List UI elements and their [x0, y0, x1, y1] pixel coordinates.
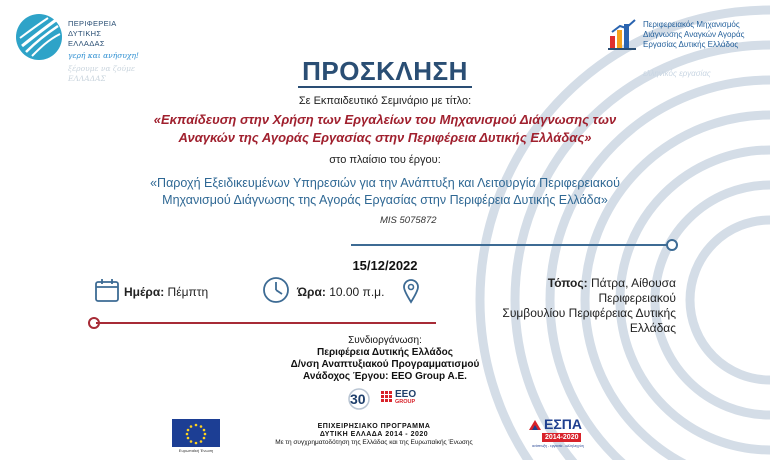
- seminar-intro: Σε Εκπαιδευτικό Σεμινάριο με τίτλο:: [298, 95, 472, 107]
- place-value-line1: Πάτρα, Αίθουσα Περιφερειακού: [587, 276, 676, 305]
- organizers-block: [0, 335, 770, 383]
- region-name-line2: ΔΥΤΙΚΗΣ: [68, 29, 102, 38]
- eeo-anniversary: 30: [350, 391, 366, 407]
- eu-flag-icon: [172, 419, 220, 447]
- project-title: [0, 175, 770, 209]
- seminar-title-line2: Αναγκών της Αγοράς Εργασίας στην Περιφέρεια Δυτικής Ελλάδας»: [178, 130, 592, 145]
- espa-years: 2014-2020: [542, 433, 581, 442]
- divider-blue-dot-icon: [665, 238, 679, 252]
- region-ghost-line: ΕΛΛΑΔΑΣ: [68, 74, 106, 83]
- espa-mark-icon: [528, 418, 542, 432]
- organizer-region: Περιφέρεια Δυτικής Ελλάδος: [317, 347, 453, 358]
- organizer-contractor: Ανάδοχος Έργου: EEO Group A.E.: [303, 371, 467, 382]
- mechanism-name-line2: Διάγνωσης Αναγκών Αγοράς: [643, 30, 745, 39]
- time-value: 10.00 π.μ.: [325, 285, 385, 299]
- day-label: Ημέρα:: [124, 285, 165, 299]
- location-pin-icon: [402, 278, 420, 304]
- espa-title: ΕΣΠΑ: [544, 416, 582, 432]
- espa-logo: [528, 416, 602, 452]
- calendar-icon: [94, 277, 120, 303]
- organizers-heading: Συνδιοργάνωση:: [348, 335, 422, 346]
- region-slogan: γερή και ανήσυχη!: [68, 51, 139, 60]
- mis-code: MIS 5075872: [380, 215, 437, 226]
- region-emblem-icon: [14, 12, 64, 62]
- place-label: Τόπος:: [547, 276, 588, 290]
- mechanism-emblem-icon: [608, 18, 638, 52]
- region-ghost-slogan: ξέρουμε να ζούμε: [68, 64, 135, 73]
- divider-blue: [351, 244, 671, 246]
- eu-logo: [172, 419, 220, 451]
- project-context: στο πλαίσιο του έργου:: [329, 154, 441, 166]
- program-line1: ΕΠΙΧΕΙΡΗΣΙΑΚΟ ΠΡΟΓΡΑΜΜΑ: [317, 423, 431, 430]
- program-line3: Με τη συγχρηματοδότηση της Ελλάδας και της Ευρωπαϊκής Ένωσης: [275, 439, 473, 446]
- event-day: [124, 285, 208, 299]
- day-value: Πέμπτη: [164, 285, 209, 299]
- event-time: [297, 285, 384, 299]
- project-title-line2: Μηχανισμού Διάγνωσης της Αγοράς Εργασίας στην Περιφέρεια Δυτικής Ελλάδα»: [162, 193, 608, 207]
- region-name-line1: ΠΕΡΙΦΕΡΕΙΑ: [68, 19, 117, 28]
- mechanism-ghost-text: ελληνικός εργασίας: [643, 69, 711, 78]
- seminar-title: [0, 111, 770, 147]
- espa-tagline: ανάπτυξη - εργασία - αλληλεγγύη: [532, 444, 584, 448]
- clock-icon: [262, 276, 290, 304]
- seminar-title-line1: «Εκπαίδευση στην Χρήση των Εργαλείων του Μηχανισμού Διάγνωσης των: [153, 112, 617, 127]
- event-place: [480, 276, 676, 336]
- divider-red: [96, 322, 436, 324]
- eu-caption: Ευρωπαϊκή Ένωση: [178, 448, 214, 453]
- region-name-line3: ΕΛΛΑΔΑΣ: [68, 39, 105, 48]
- organizer-directorate: Δ/νση Αναπτυξιακού Προγραμματισμού: [290, 359, 480, 370]
- eeo-group-logo: [345, 386, 435, 412]
- program-line2: ΔΥΤΙΚΗ ΕΛΛΑΔΑ 2014 - 2020: [319, 431, 429, 438]
- event-date: 15/12/2022: [352, 258, 418, 273]
- mechanism-name-line1: Περιφερειακός Μηχανισμός: [643, 20, 740, 29]
- mechanism-name-line3: Εργασίας Δυτικής Ελλάδος: [643, 40, 739, 49]
- title-underline: [298, 86, 472, 88]
- eeo-sub: GROUP: [395, 399, 416, 405]
- page-title: ΠΡΟΣΚΛΗΣΗ: [302, 56, 468, 86]
- project-title-line1: «Παροχή Εξειδικευμένων Υπηρεσιών για την Ανάπτυξη και Λειτουργία Περιφερειακού: [150, 176, 620, 190]
- operational-program: [224, 423, 524, 447]
- place-value-line2: Συμβουλίου Περιφέρειας Δυτικής Ελλάδας: [502, 306, 676, 335]
- time-label: Ώρα:: [297, 285, 326, 299]
- eeo-text: EEO: [395, 389, 417, 400]
